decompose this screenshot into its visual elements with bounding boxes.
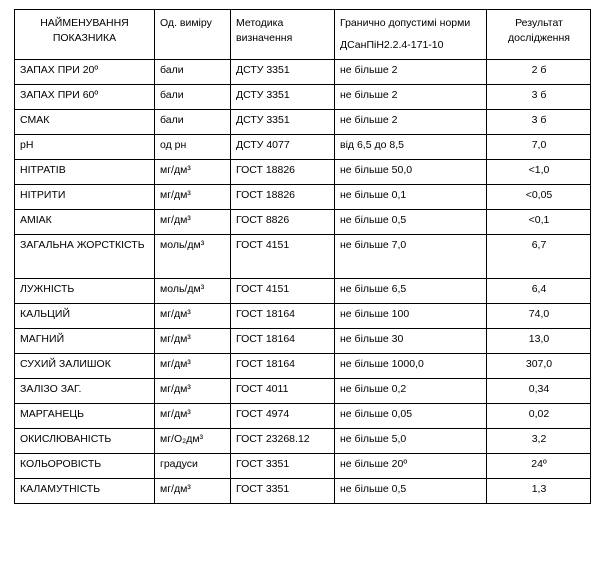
result-cell: 13,0 [487,329,591,354]
method-cell: ГОСТ 4151 [231,279,335,304]
table-row [15,279,591,304]
unit-cell: бали [155,110,231,135]
method-cell: ДСТУ 3351 [231,60,335,85]
method-cell: ГОСТ 3351 [231,479,335,504]
method-cell: ГОСТ 18826 [231,185,335,210]
indicator-name-cell: ЗАГАЛЬНА ЖОРСТКІСТЬ [15,235,155,279]
table-header-row [15,10,591,60]
result-cell: 0,34 [487,379,591,404]
norm-cell: не більше 1000,0 [335,354,487,379]
indicator-name-cell: ЗАЛІЗО ЗАГ. [15,379,155,404]
header-unit: Од. виміру [155,10,231,60]
unit-cell: бали [155,60,231,85]
method-cell: ДСТУ 4077 [231,135,335,160]
indicator-name-cell: КАЛЬЦИЙ [15,304,155,329]
indicator-name-cell: pH [15,135,155,160]
norm-cell: не більше 5,0 [335,429,487,454]
result-cell: 307,0 [487,354,591,379]
table-row [15,429,591,454]
header-method: Методика визначення [231,10,335,60]
result-cell: 74,0 [487,304,591,329]
norm-cell: не більше 6,5 [335,279,487,304]
header-norm-document: ДСанПіН2.2.4-171-10 [340,39,444,51]
method-cell: ГОСТ 4011 [231,379,335,404]
indicator-name-cell: НІТРАТІВ [15,160,155,185]
table-row [15,329,591,354]
result-cell: 0,02 [487,404,591,429]
norm-cell: не більше 0,5 [335,479,487,504]
norm-cell: не більше 2 [335,110,487,135]
unit-cell: мг/дм³ [155,160,231,185]
indicator-name-cell: КАЛАМУТНІСТЬ [15,479,155,504]
table-row [15,85,591,110]
method-cell: ГОСТ 18826 [231,160,335,185]
table-row [15,110,591,135]
indicator-name-cell: АМІАК [15,210,155,235]
table-row [15,135,591,160]
unit-cell: од рн [155,135,231,160]
norm-cell: не більше 0,2 [335,379,487,404]
result-cell: 2 б [487,60,591,85]
method-cell: ГОСТ 8826 [231,210,335,235]
table-row [15,404,591,429]
result-cell: 24º [487,454,591,479]
indicator-name-cell: МАГНИЙ [15,329,155,354]
indicator-name-cell: ОКИСЛЮВАНІСТЬ [15,429,155,454]
norm-cell: не більше 0,05 [335,404,487,429]
norm-cell: не більше 0,1 [335,185,487,210]
header-result: Результат дослідження [487,10,591,60]
method-cell: ГОСТ 18164 [231,329,335,354]
result-cell: 1,3 [487,479,591,504]
result-cell: 3 б [487,110,591,135]
method-cell: ГОСТ 4974 [231,404,335,429]
indicator-name-cell: ЗАПАХ ПРИ 20º [15,60,155,85]
table-row [15,354,591,379]
table-row [15,304,591,329]
indicator-name-cell: ЛУЖНІСТЬ [15,279,155,304]
indicator-name-cell: СУХИЙ ЗАЛИШОК [15,354,155,379]
unit-cell: мг/дм³ [155,404,231,429]
norm-cell: не більше 100 [335,304,487,329]
table-row [15,160,591,185]
table-row [15,185,591,210]
water-analysis-table [14,9,591,504]
method-cell: ГОСТ 18164 [231,304,335,329]
table-row [15,479,591,504]
norm-cell: не більше 50,0 [335,160,487,185]
method-cell: ГОСТ 23268.12 [231,429,335,454]
norm-cell: не більше 2 [335,60,487,85]
indicator-name-cell: ЗАПАХ ПРИ 60º [15,85,155,110]
result-cell: <0,1 [487,210,591,235]
method-cell: ДСТУ 3351 [231,110,335,135]
indicator-name-cell: НІТРИТИ [15,185,155,210]
norm-cell: не більше 2 [335,85,487,110]
header-norm [335,10,487,60]
indicator-name-cell: МАРГАНЕЦЬ [15,404,155,429]
unit-cell: мг/дм³ [155,185,231,210]
unit-cell: мг/дм³ [155,210,231,235]
result-cell: 3 б [487,85,591,110]
unit-cell: мг/дм³ [155,354,231,379]
norm-cell: не більше 20º [335,454,487,479]
table-body [15,60,591,504]
result-cell: 3,2 [487,429,591,454]
result-cell: 7,0 [487,135,591,160]
table-row [15,210,591,235]
norm-cell: не більше 0,5 [335,210,487,235]
unit-cell: моль/дм³ [155,235,231,279]
indicator-name-cell: СМАК [15,110,155,135]
norm-cell: не більше 7,0 [335,235,487,279]
unit-cell: мг/дм³ [155,379,231,404]
table-row [15,60,591,85]
unit-cell: мг/О₂дм³ [155,429,231,454]
norm-cell: не більше 30 [335,329,487,354]
method-cell: ДСТУ 3351 [231,85,335,110]
unit-cell: мг/дм³ [155,479,231,504]
indicator-name-cell: КОЛЬОРОВІСТЬ [15,454,155,479]
result-cell: 6,7 [487,235,591,279]
unit-cell: бали [155,85,231,110]
norm-cell: від 6,5 до 8,5 [335,135,487,160]
result-cell: 6,4 [487,279,591,304]
unit-cell: мг/дм³ [155,329,231,354]
table-row [15,235,591,279]
method-cell: ГОСТ 4151 [231,235,335,279]
unit-cell: градуси [155,454,231,479]
header-name: НАЙМЕНУВАННЯ ПОКАЗНИКА [15,10,155,60]
result-cell: <1,0 [487,160,591,185]
result-cell: <0,05 [487,185,591,210]
method-cell: ГОСТ 3351 [231,454,335,479]
unit-cell: моль/дм³ [155,279,231,304]
header-norm-title: Гранично допустимі норми [340,17,471,29]
table-row [15,379,591,404]
method-cell: ГОСТ 18164 [231,354,335,379]
table-row [15,454,591,479]
unit-cell: мг/дм³ [155,304,231,329]
